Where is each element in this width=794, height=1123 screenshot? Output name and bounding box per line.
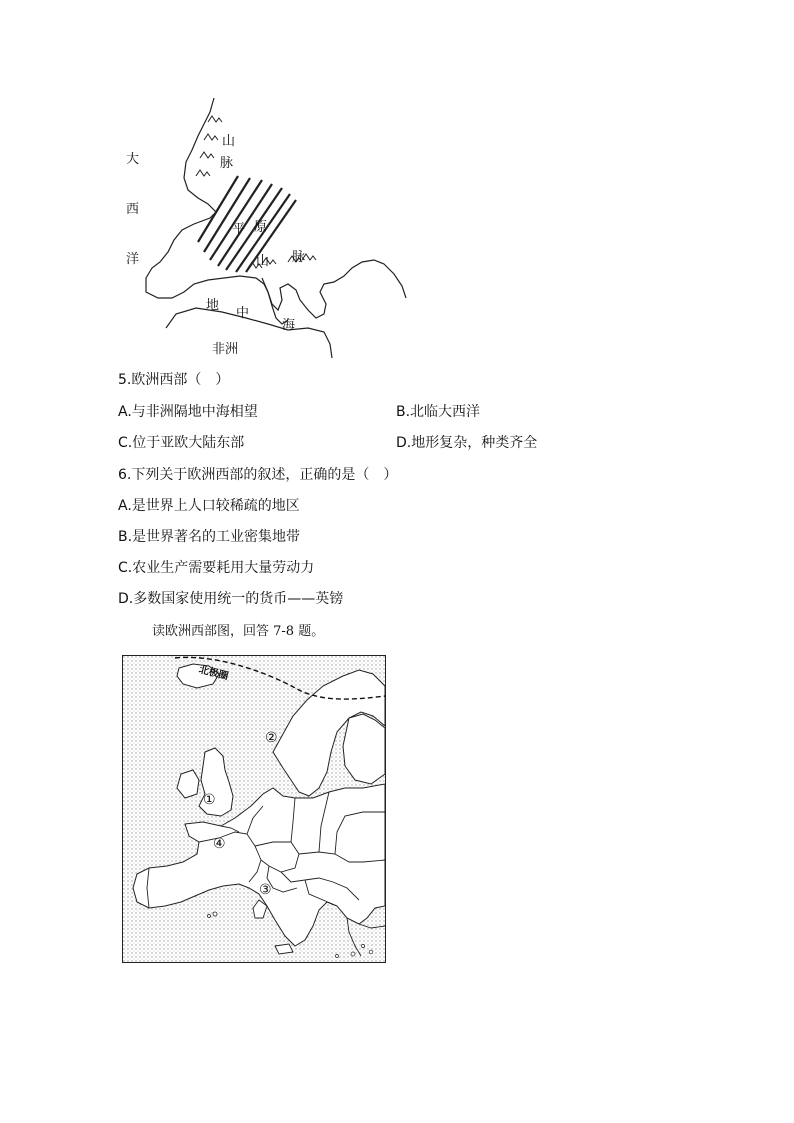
question-6-stem: 6.下列关于欧洲西部的叙述，正确的是（ ） — [118, 467, 398, 483]
question-5-option-a: A.与非洲隔地中海相望 — [118, 404, 258, 420]
question-5-option-d: D.地形复杂，种类齐全 — [396, 435, 538, 451]
question-6-option-d: D.多数国家使用统一的货币——英镑 — [118, 591, 344, 607]
map-marker-2: ② — [265, 730, 278, 746]
map1-label-mountain-a-1: 山 — [222, 134, 236, 149]
map1-label-mountain-b-1: 山 — [256, 254, 270, 269]
map-marker-4: ④ — [213, 836, 226, 852]
question-5-option-c: C.位于亚欧大陆东部 — [118, 435, 245, 451]
western-europe-map — [122, 655, 386, 963]
question-6-option-a: A.是世界上人口较稀疏的地区 — [118, 498, 300, 514]
question-5-stem: 5.欧洲西部（ ） — [118, 372, 230, 388]
map1-label-africa: 非洲 — [212, 342, 239, 357]
question-5-option-b: B.北临大西洋 — [396, 404, 481, 420]
map1-label-atlantic-2: 西 — [126, 202, 140, 217]
map1-label-mediterranean-3: 海 — [282, 318, 296, 333]
map-marker-1: ① — [203, 792, 216, 808]
western-europe-map-drawing — [123, 656, 386, 963]
map1-label-plain-1: 平 — [232, 222, 246, 237]
question-6-option-c: C.农业生产需要耗用大量劳动力 — [118, 560, 315, 576]
map-reading-prompt: 读欧洲西部图，回答 7-8 题。 — [152, 624, 325, 639]
map1-label-plain-2: 原 — [254, 220, 268, 235]
sketch-map-western-europe — [112, 92, 422, 362]
map-marker-3: ③ — [259, 882, 272, 898]
question-6-option-b: B.是世界著名的工业密集地带 — [118, 529, 301, 545]
arctic-circle-label: 北极圈 — [197, 664, 230, 683]
map1-label-atlantic-3: 洋 — [126, 252, 140, 267]
map1-label-mountain-b-2: 脉 — [292, 250, 306, 265]
map1-label-atlantic-1: 大 — [126, 152, 140, 167]
map1-label-mediterranean-2: 中 — [236, 306, 250, 321]
map1-label-mediterranean-1: 地 — [206, 298, 220, 313]
map1-label-mountain-a-2: 脉 — [220, 156, 234, 171]
